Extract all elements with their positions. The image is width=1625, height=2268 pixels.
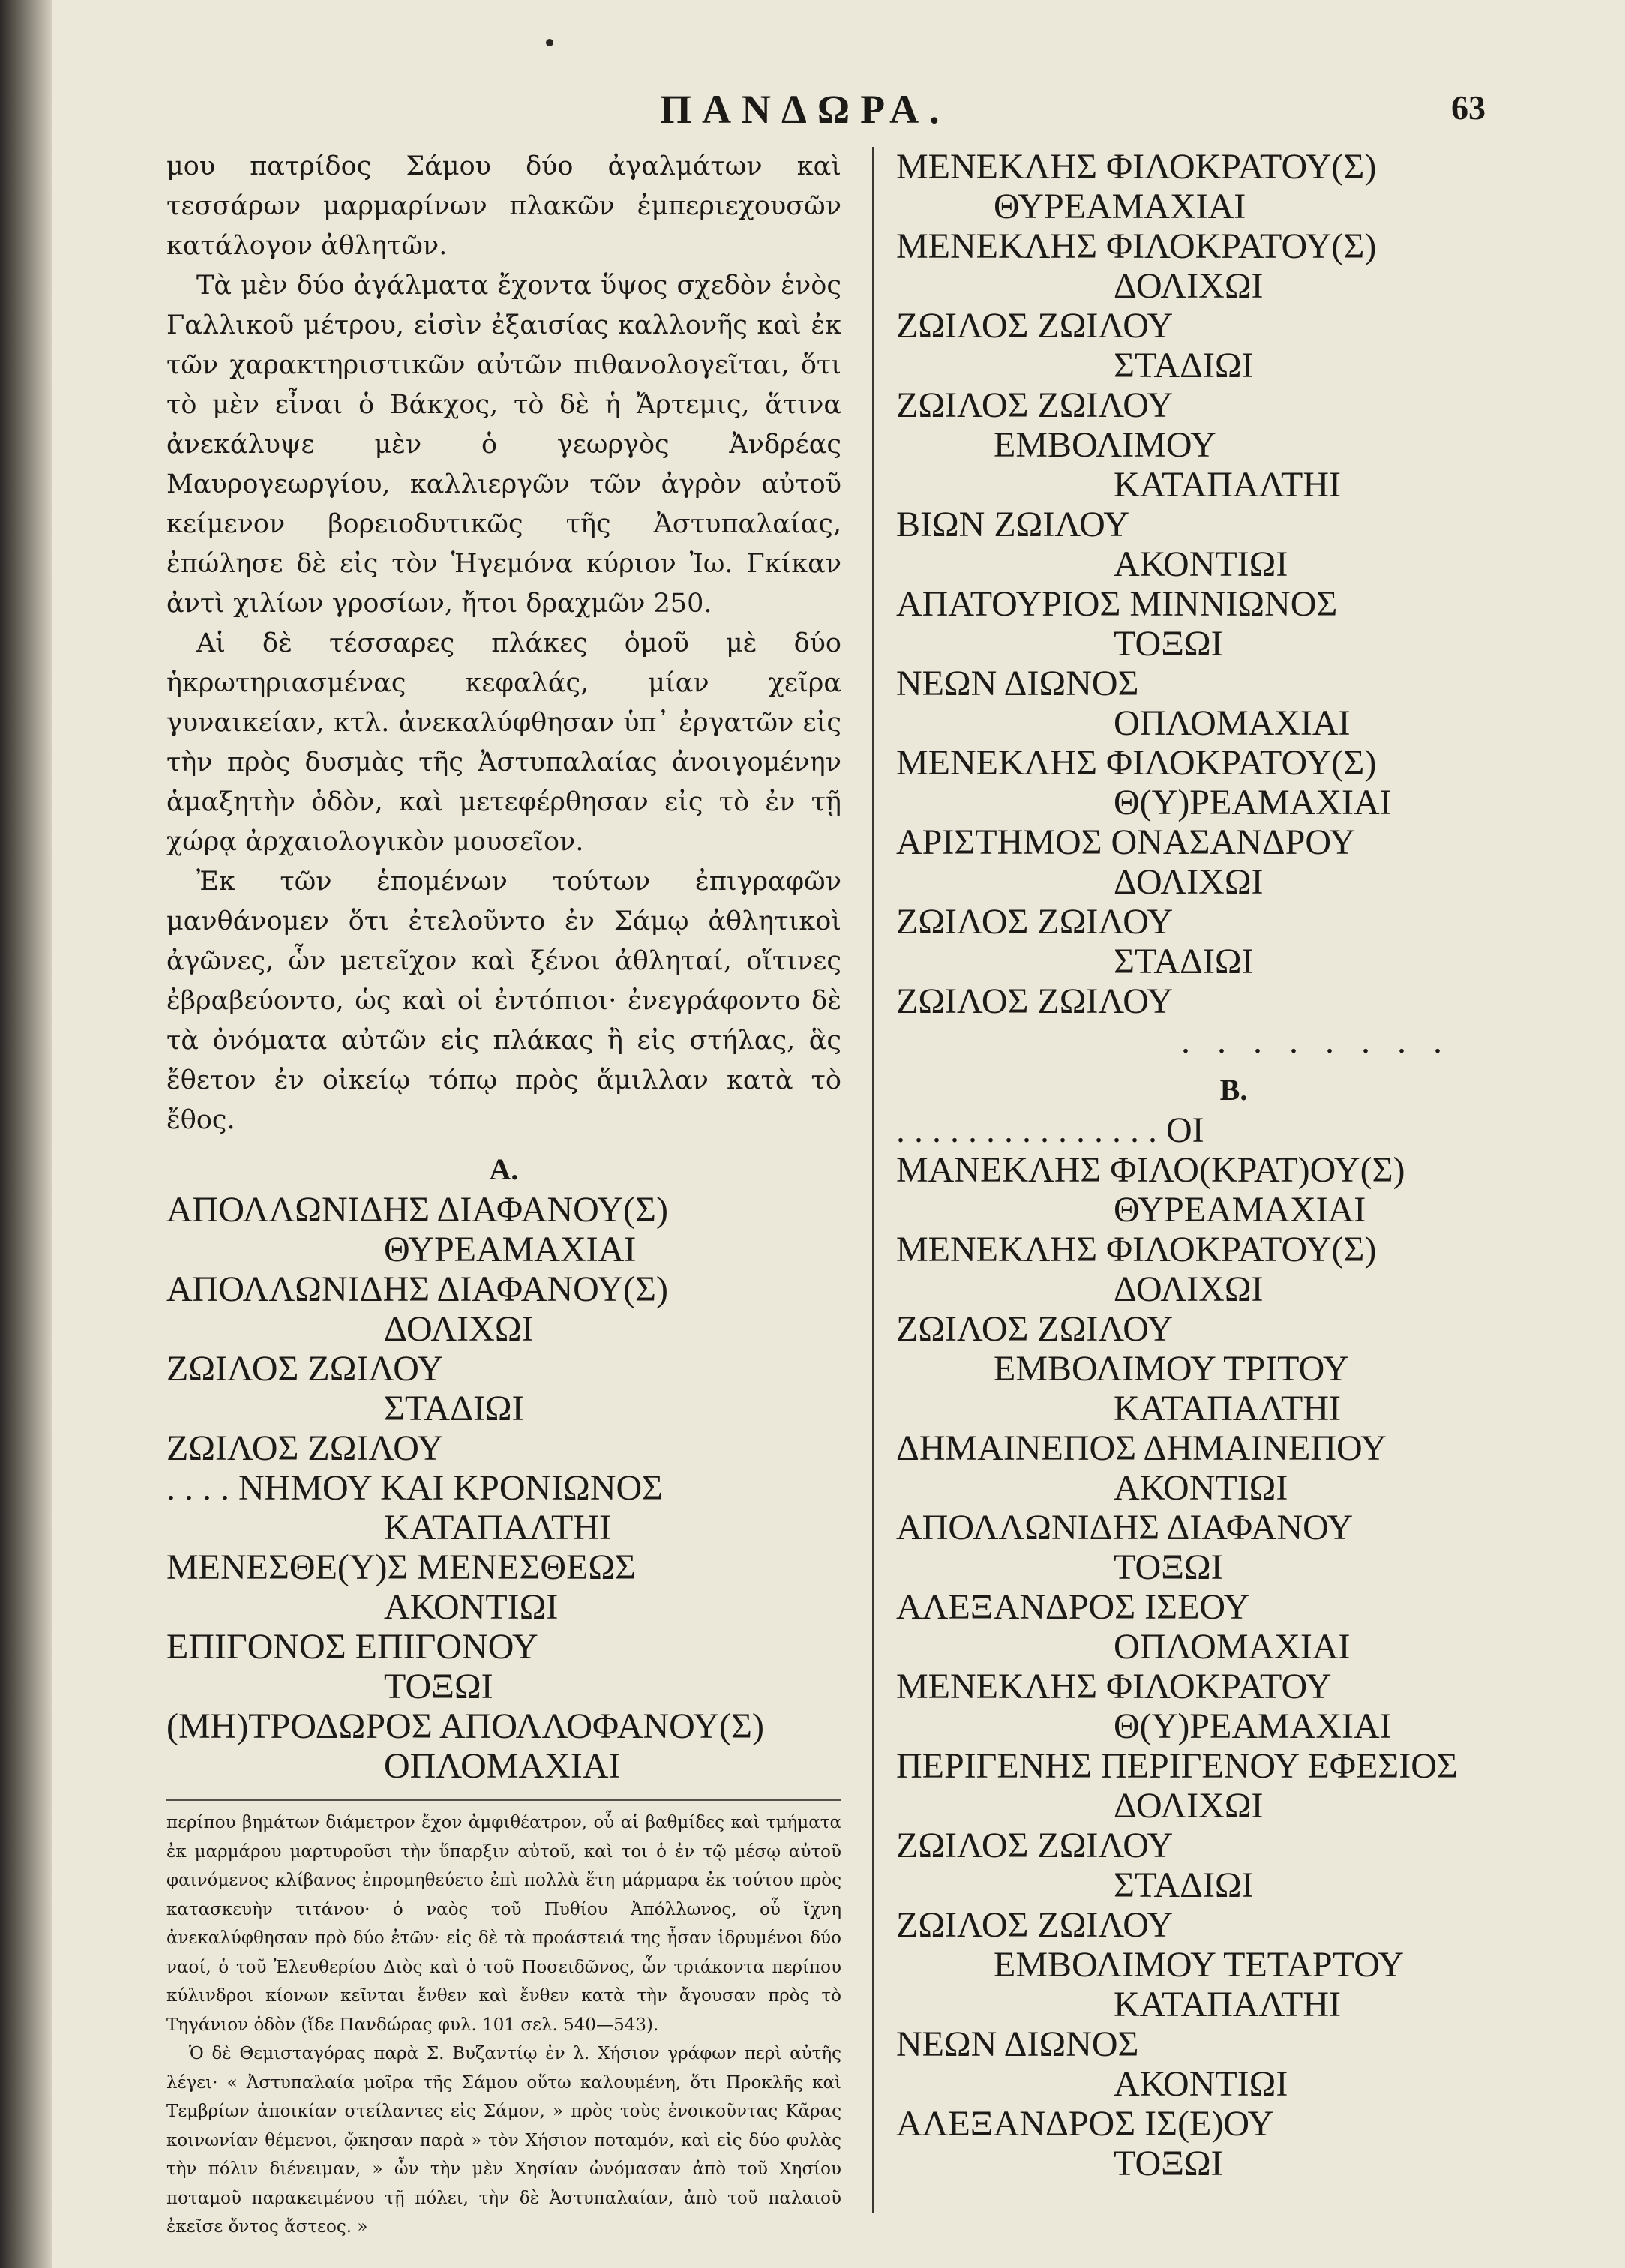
inscription-line: ΖΩΙΛΟΣ ΖΩΙΛΟΥ	[896, 1905, 1174, 1945]
page-number: 63	[1451, 88, 1486, 127]
inscription-line: ΖΩΙΛΟΣ ΖΩΙΛΟΥ	[166, 1349, 444, 1389]
inscription-line: ΔΟΛΙΧΩΙ	[1114, 1269, 1264, 1309]
footnote: Ὁ δὲ Θεμισταγόρας παρὰ Σ. Βυζαντίῳ ἐν λ. Χήσιον γράφων περὶ αὐτῆς λέγει· « Ἀστυπαλαία μοῖρα τῆς Σάμου οὕτω καλουμένη, ὅτι Προκλῆς καὶ Τεμβρίων ἀποικίαν στείλαντες εἰς Σάμον, » πρὸς τοὺς ἐνοικοῦντας Κᾶρας κοινωνίαν θέμενοι, ᾤκησαν παρὰ » τὸν Χήσιον ποταμόν, καὶ εἰς δύο φυλὰς τὴν πόλιν διένειμαν, » ὧν τὴν μὲν Χησίαν ὠνόμασαν ἀπὸ τοῦ Χησίου ποταμοῦ παρακειμένου τῇ πόλει, τὴν δὲ Ἀστυπαλαίαν, ἀπὸ τοῦ παλαιοῦ ἐκεῖσε ὄντος ἄστεος. »	[166, 2044, 841, 2237]
section-heading-b: Β.	[1219, 1073, 1248, 1107]
inscription-line: ΖΩΙΛΟΣ ΖΩΙΛΟΥ	[896, 385, 1174, 425]
inscription-line: ΔΟΛΙΧΩΙ	[1114, 266, 1264, 306]
inscription-line: ΑΚΟΝΤΙΩΙ	[1114, 2064, 1288, 2104]
inscription-a	[166, 1190, 841, 1786]
inscription-line: ΔΟΛΙΧΩΙ	[384, 1309, 534, 1349]
inscription-line: ΔΗΜΑΙΝΕΠΟΣ ΔΗΜΑΙΝΕΠΟΥ	[896, 1428, 1387, 1468]
inscription-line: ΣΤΑΔΙΩΙ	[1114, 1865, 1254, 1905]
inscription-line: ΑΠΑΤΟΥΡΙΟΣ ΜΙΝΝΙΩΝΟΣ	[896, 584, 1338, 624]
lacuna-dots: . . . . . . . .	[1181, 1021, 1451, 1061]
right-column	[896, 147, 1571, 2183]
paragraph: Τὰ μὲν δύο ἀγάλματα ἔχοντα ὕψος σχεδὸν ἑνὸς Γαλλικοῦ μέτρου, εἰσὶν ἐξαισίας καλλονῆς καὶ ἐκ τῶν χαρακτηριστικῶν αὐτῶν πιθανολογεῖται, ὅτι τὸ μὲν εἶναι ὁ Βάκχος, τὸ δὲ ἡ Ἄρτεμις, ἅτινα ἀνεκάλυψε μὲν ὁ γεωργὸς Ἀνδρέας Μαυρογεωργίου, καλλιεργῶν τῶν ἀγρὸν αὐτοῦ κείμενον βορειοδυτικῶς τῆς Ἀστυπαλαίας, ἐπώλησε δὲ εἰς τὸν Ἡγεμόνα κύριον Ἰω. Γκίκαν ἀντὶ χιλίων γροσίων, ἤτοι δραχμῶν 250.	[166, 271, 841, 619]
inscription-line: ΔΟΛΙΧΩΙ	[1114, 1786, 1264, 1826]
inscription-line: Θ(Υ)ΡΕΑΜΑΧΙΑΙ	[1114, 783, 1392, 822]
inscription-line: ΔΟΛΙΧΩΙ	[1114, 862, 1264, 902]
left-column	[166, 147, 841, 2242]
inscription-line: ΜΕΝΕΚΛΗΣ ΦΙΛΟΚΡΑΤΟΥ	[896, 1667, 1332, 1706]
inscription-line: ΒΙΩΝ ΖΩΙΛΟΥ	[896, 505, 1130, 544]
inscription-line: ΟΠΛΟΜΑΧΙΑΙ	[1114, 703, 1351, 743]
inscription-line: ΖΩΙΛΟΣ ΖΩΙΛΟΥ	[166, 1428, 444, 1468]
inscription-line: ΑΠΟΛΛΩΝΙΔΗΣ ΔΙΑΦΑΝΟΥ(Σ)	[166, 1190, 668, 1230]
inscription-line: ΝΕΩΝ ΔΙΩΝΟΣ	[896, 2024, 1139, 2064]
footnote-rule	[166, 1799, 841, 1801]
ink-dot	[546, 39, 553, 46]
inscription-line: ΤΟΞΩΙ	[1114, 1547, 1223, 1587]
inscription-a-continued	[896, 147, 1571, 1021]
inscription-line: ΕΠΙΓΟΝΟΣ ΕΠΙΓΟΝΟΥ	[166, 1627, 538, 1667]
inscription-line: ΕΜΒΟΛΙΜΟΥ ΤΡΙΤΟΥ	[994, 1349, 1349, 1389]
inscription-line: (ΜΗ)ΤΡΟΔΩΡΟΣ ΑΠΟΛΛΟΦΑΝΟΥ(Σ)	[166, 1706, 764, 1746]
inscription-line: ΤΟΞΩΙ	[1114, 624, 1223, 664]
inscription-line: ΜΕΝΕΣΘΕ(Υ)Σ ΜΕΝΕΣΘΕΩΣ	[166, 1547, 636, 1587]
inscription-line: ΑΚΟΝΤΙΩΙ	[1114, 544, 1288, 584]
inscription-line: ΕΜΒΟΛΙΜΟΥ ΤΕΤΑΡΤΟΥ	[994, 1945, 1405, 1985]
paragraph: μου πατρίδος Σάμου δύο ἀγαλμάτων καὶ τεσσάρων μαρμαρίνων πλακῶν ἐμπεριεχουσῶν κατάλογον ἀθλητῶν.	[166, 151, 841, 261]
inscription-line: ΖΩΙΛΟΣ ΖΩΙΛΟΥ	[896, 981, 1174, 1021]
inscription-line: ΣΤΑΔΙΩΙ	[384, 1389, 524, 1428]
binding-shadow	[0, 0, 52, 2268]
inscription-line: . . . . ΝΗΜΟΥ ΚΑΙ ΚΡΟΝΙΩΝΟΣ	[166, 1468, 664, 1508]
footnote: περίπου βημάτων διάμετρον ἔχον ἀμφιθέατρον, οὗ αἱ βαθμίδες καὶ τμήματα ἐκ μαρμάρου μαρτυροῦσι τὴν ὕπαρξιν αὐτοῦ, καὶ τοι ὁ ἐν τῷ μέσῳ αὐτοῦ φαινόμενος κλίβανος ἐπρομηθεύετο ἐπὶ πολλὰ ἔτη μάρμαρα ἐκ τούτου πρὸς κατασκευὴν τιτάνου· ὁ ναὸς τοῦ Πυθίου Ἀπόλλωνος, οὗ ἴχνη ἀνεκαλύφθησαν πρὸ δύο ἐτῶν· εἰς δὲ τὰ προάστειά της ἦσαν ἱδρυμένοι δύο ναοί, ὁ τοῦ Ἐλευθερίου Διὸς καὶ ὁ τοῦ Ποσειδῶνος, ὧν τριάκοντα περίπου κύλινδροι κίονων κεῖνται ἔνθεν καὶ ἔνθεν κατὰ τὴν ἄγουσαν πρὸς τὸ Τηγάνιον ὁδὸν (ἴδε Πανδώρας φυλ. 101 σελ. 540—543).	[166, 1813, 841, 2035]
inscription-line: ΑΛΕΞΑΝΔΡΟΣ ΙΣΕΟΥ	[896, 1587, 1250, 1627]
inscription-line: ΖΩΙΛΟΣ ΖΩΙΛΟΥ	[896, 306, 1174, 346]
inscription-line: ΑΡΙΣΤΗΜΟΣ ΟΝΑΣΑΝΔΡΟΥ	[896, 822, 1356, 862]
inscription-b	[896, 1110, 1571, 2183]
running-title: ΠΑΝΔΩΡΑ.	[660, 87, 950, 132]
inscription-line: ΘΥΡΕΑΜΑΧΙΑΙ	[384, 1230, 637, 1269]
inscription-line: ΑΚΟΝΤΙΩΙ	[384, 1587, 559, 1627]
inscription-line: ΜΕΝΕΚΛΗΣ ΦΙΛΟΚΡΑΤΟΥ(Σ)	[896, 147, 1377, 187]
inscription-line: . . . . . . . . . . . . . . . ΟΙ	[896, 1110, 1204, 1150]
paragraph: Ἐκ τῶν ἑπομένων τούτων ἐπιγραφῶν μανθάνομεν ὅτι ἐτελοῦντο ἐν Σάμῳ ἀθλητικοὶ ἀγῶνες, ὧν μετεῖχον καὶ ξένοι ἀθληταί, οἵτινες ἐβραβεύοντο, ὡς καὶ οἱ ἐντόπιοι· ἐνεγράφοντο δὲ τὰ ὀνόματα αὐτῶν εἰς πλάκας ἢ εἰς στήλας, ἃς ἔθετον ἐν οἰκείῳ τόπῳ πρὸς ἅμιλλαν κατὰ τὸ ἔθος.	[166, 867, 841, 1135]
inscription-line: ΟΠΛΟΜΑΧΙΑΙ	[1114, 1627, 1351, 1667]
inscription-line: ΘΥΡΕΑΜΑΧΙΑΙ	[994, 187, 1246, 226]
inscription-line: ΜΕΝΕΚΛΗΣ ΦΙΛΟΚΡΑΤΟΥ(Σ)	[896, 226, 1377, 266]
inscription-line: ΜΑΝΕΚΛΗΣ ΦΙΛΟ(ΚΡΑΤ)ΟΥ(Σ)	[896, 1150, 1405, 1190]
inscription-line: ΤΟΞΩΙ	[384, 1667, 493, 1706]
inscription-line: ΖΩΙΛΟΣ ΖΩΙΛΟΥ	[896, 1826, 1174, 1865]
inscription-line: ΣΤΑΔΙΩΙ	[1114, 942, 1254, 981]
inscription-line: ΘΥΡΕΑΜΑΧΙΑΙ	[1114, 1190, 1366, 1230]
inscription-line: ΚΑΤΑΠΑΛΤΗΙ	[384, 1508, 612, 1547]
running-head	[0, 86, 1625, 139]
inscription-line: ΑΠΟΛΛΩΝΙΔΗΣ ΔΙΑΦΑΝΟΥ	[896, 1508, 1354, 1547]
inscription-line: ΣΤΑΔΙΩΙ	[1114, 346, 1254, 385]
paragraph: Αἱ δὲ τέσσαρες πλάκες ὁμοῦ μὲ δύο ἡκρωτηριασμένας κεφαλάς, μίαν χεῖρα γυναικείαν, κτλ. ἀνεκαλύφθησαν ὑπ᾽ ἐργατῶν εἰς τὴν πρὸς δυσμὰς τῆς Ἀστυπαλαίας ἀνοιγομένην ἁμαξητὴν ὁδὸν, καὶ μετεφέρθησαν εἰς τὸ ἐν τῇ χώρᾳ ἀρχαιολογικὸν μουσεῖον.	[166, 628, 841, 857]
inscription-line: ΖΩΙΛΟΣ ΖΩΙΛΟΥ	[896, 1309, 1174, 1349]
inscription-line: ΜΕΝΕΚΛΗΣ ΦΙΛΟΚΡΑΤΟΥ(Σ)	[896, 743, 1377, 783]
inscription-line: Θ(Υ)ΡΕΑΜΑΧΙΑΙ	[1114, 1706, 1392, 1746]
inscription-line: ΕΜΒΟΛΙΜΟΥ	[994, 425, 1216, 465]
inscription-line: ΝΕΩΝ ΔΙΩΝΟΣ	[896, 664, 1139, 703]
inscription-line: ΚΑΤΑΠΑΛΤΗΙ	[1114, 465, 1342, 505]
inscription-line: ΜΕΝΕΚΛΗΣ ΦΙΛΟΚΡΑΤΟΥ(Σ)	[896, 1230, 1377, 1269]
inscription-line: ΚΑΤΑΠΑΛΤΗΙ	[1114, 1389, 1342, 1428]
inscription-line: ΟΠΛΟΜΑΧΙΑΙ	[384, 1746, 621, 1786]
inscription-line: ΚΑΤΑΠΑΛΤΗΙ	[1114, 1985, 1342, 2024]
column-rule	[872, 147, 874, 2213]
section-heading-a: Α.	[489, 1152, 519, 1186]
inscription-line: ΑΚΟΝΤΙΩΙ	[1114, 1468, 1288, 1508]
inscription-line: ΑΠΟΛΛΩΝΙΔΗΣ ΔΙΑΦΑΝΟΥ(Σ)	[166, 1269, 668, 1309]
inscription-line: ΤΟΞΩΙ	[1114, 2144, 1223, 2183]
inscription-line: ΠΕΡΙΓΕΝΗΣ ΠΕΡΙΓΕΝΟΥ ΕΦΕΣΙΟΣ	[896, 1746, 1458, 1786]
inscription-line: ΑΛΕΞΑΝΔΡΟΣ ΙΣ(Ε)ΟΥ	[896, 2104, 1274, 2144]
inscription-line: ΖΩΙΛΟΣ ΖΩΙΛΟΥ	[896, 902, 1174, 942]
